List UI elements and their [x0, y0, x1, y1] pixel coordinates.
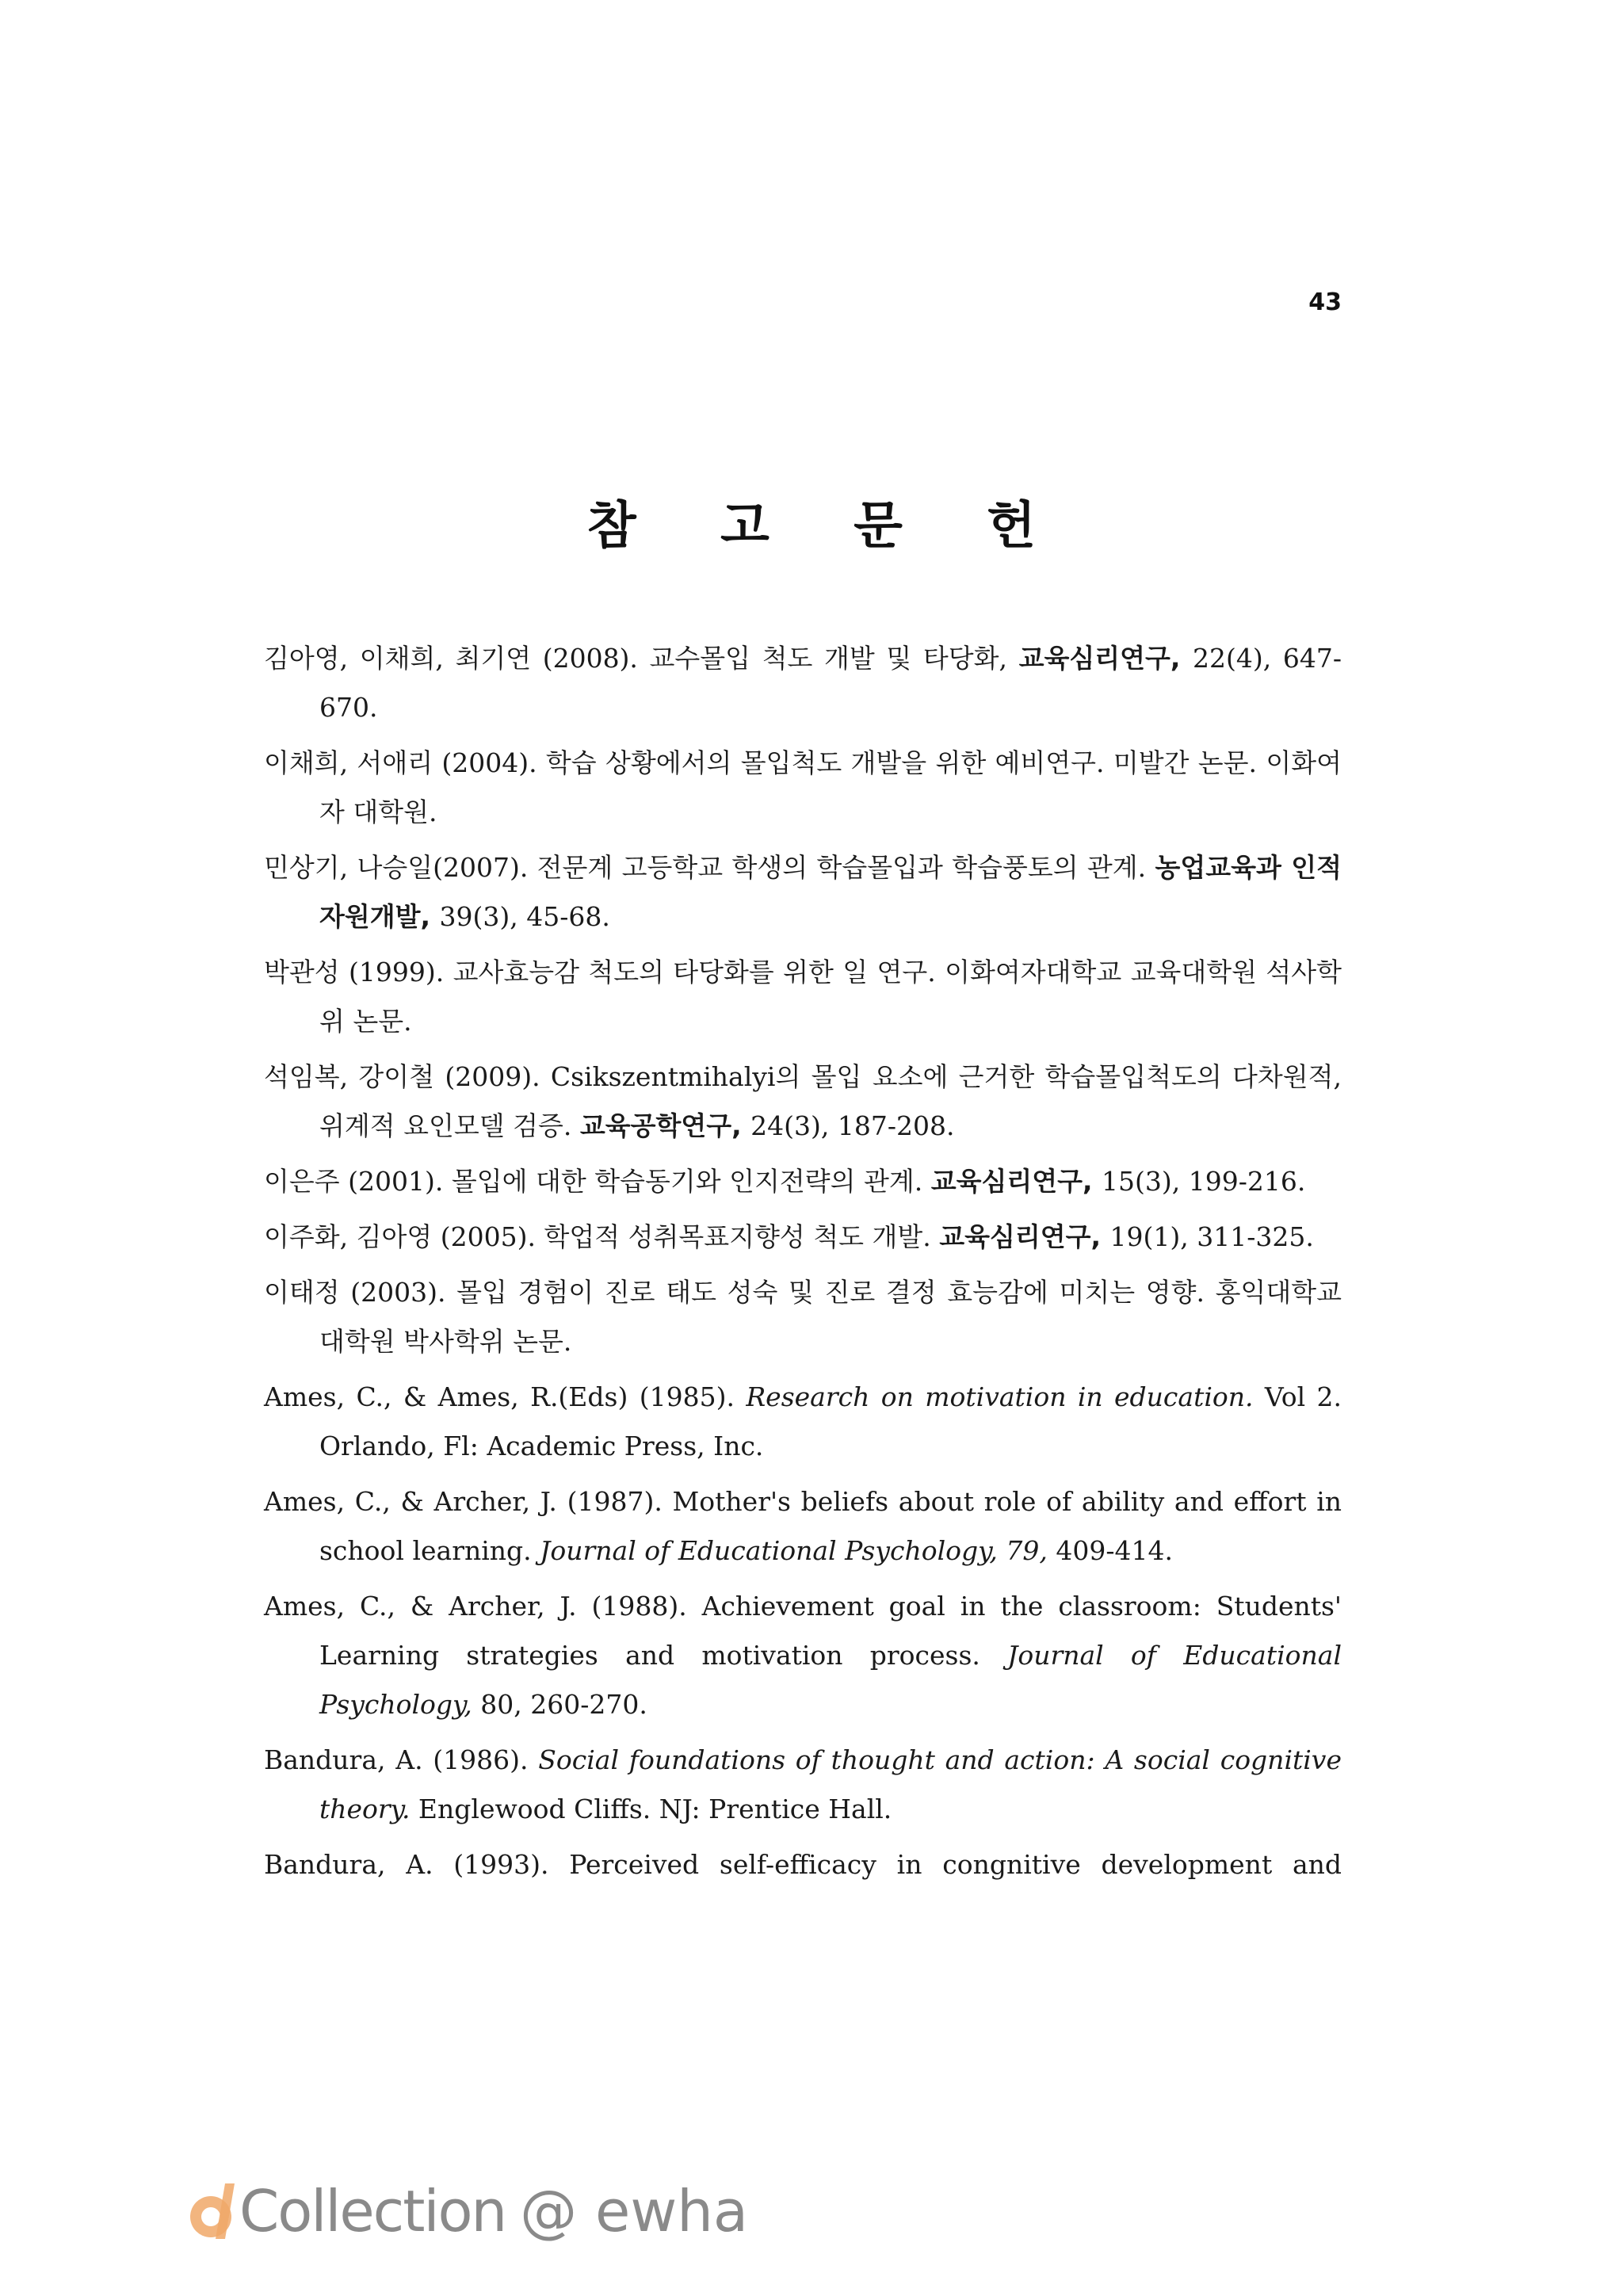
d-logo-icon [184, 2179, 246, 2244]
reference-item [264, 739, 1342, 837]
reference-text: 409-414. [1047, 1535, 1173, 1566]
reference-text: 석임복, 강이철 (2009). Csikszentmihalyi의 몰입 요소에 근거한 학습몰입척도의 다차원적, 위계적 요인모델 검증. [264, 1061, 1342, 1141]
reference-text: 이태정 (2003). 몰입 경험이 진로 태도 성숙 및 진로 결정 효능감에 미치는 영향. 홍익대학교 대학원 박사학위 논문. [264, 1277, 1342, 1357]
reference-text: 김아영, 이채희, 최기연 (2008). 교수몰입 척도 개발 및 타당화, [264, 643, 1019, 674]
reference-item [264, 1268, 1342, 1366]
reference-item [264, 1213, 1342, 1262]
work-title: Research on motivation in education. [746, 1381, 1254, 1412]
reference-text: Bandura, A. (1993). Perceived self-efficacy in congnitive development and [264, 1849, 1342, 1880]
reference-text: 24(3), 187-208. [750, 1110, 955, 1141]
reference-text: Ames, C., & Archer, J. (1988). Achievement goal in the classroom: Students' Learning strategies and motivation process. [264, 1591, 1342, 1671]
reference-item [264, 948, 1342, 1046]
reference-text: 이주화, 김아영 (2005). 학업적 성취목표지향성 척도 개발. [264, 1221, 940, 1252]
reference-text: 15(3), 199-216. [1102, 1166, 1306, 1197]
reference-text: 80, 260-270. [472, 1689, 647, 1720]
reference-text: 19(1), 311-325. [1109, 1221, 1314, 1252]
reference-item [264, 1840, 1342, 1889]
reference-item [264, 1157, 1342, 1206]
reference-item [264, 1736, 1342, 1834]
journal-title: 농업교육과 인적자원개발, [319, 852, 1342, 932]
work-title: Journal of Educational Psychology, 79, [540, 1535, 1048, 1566]
reference-item [264, 1582, 1342, 1729]
reference-text: Ames, C., & Archer, J. (1987). Mother's beliefs about role of ability and effort in school learning. [264, 1486, 1342, 1566]
work-title: Journal of Educational Psychology, [319, 1640, 1342, 1720]
reference-item [264, 1052, 1342, 1151]
reference-text: 민상기, 나승일(2007). 전문계 고등학교 학생의 학습몰입과 학습풍토의 관계. [264, 852, 1155, 883]
journal-title: 교육공학연구, [579, 1110, 751, 1141]
reference-text: Englewood Cliffs. NJ: Prentice Hall. [410, 1794, 892, 1824]
page-number: 43 [1308, 288, 1342, 316]
reference-text: 39(3), 45-68. [439, 901, 610, 932]
reference-text: 이채희, 서애리 (2004). 학습 상황에서의 몰입척도 개발을 위한 예비연구. 미발간 논문. 이화여자 대학원. [264, 747, 1342, 827]
logo-text: Collection [239, 2178, 506, 2244]
page-title: 참 고 문 헌 [586, 497, 1070, 556]
journal-title: 교육심리연구, [1018, 643, 1193, 674]
journal-title: 교육심리연구, [939, 1221, 1110, 1252]
reference-text: Bandura, A. (1986). [264, 1744, 539, 1775]
reference-item [264, 634, 1342, 732]
dcollection-logo [184, 2176, 748, 2247]
reference-item [264, 1373, 1342, 1471]
reference-text: 박관성 (1999). 교사효능감 척도의 타당화를 위한 일 연구. 이화여자대학교 교육대학원 석사학위 논문. [264, 957, 1342, 1037]
reference-text: Ames, C., & Ames, R.(Eds) (1985). [264, 1381, 747, 1412]
reference-item [264, 843, 1342, 942]
work-title: Social foundations of thought and action: A social cognitive theory. [319, 1744, 1342, 1824]
reference-text: Vol 2. Orlando, Fl: Academic Press, Inc. [319, 1381, 1342, 1461]
reference-list [264, 634, 1342, 1896]
journal-title: 교육심리연구, [930, 1166, 1102, 1197]
reference-text: 22(4), 647-670. [319, 643, 1342, 723]
reference-item [264, 1477, 1342, 1576]
logo-at-ewha: @ ewha [520, 2178, 748, 2244]
reference-text: 이은주 (2001). 몰입에 대한 학습동기와 인지전략의 관계. [264, 1166, 931, 1197]
